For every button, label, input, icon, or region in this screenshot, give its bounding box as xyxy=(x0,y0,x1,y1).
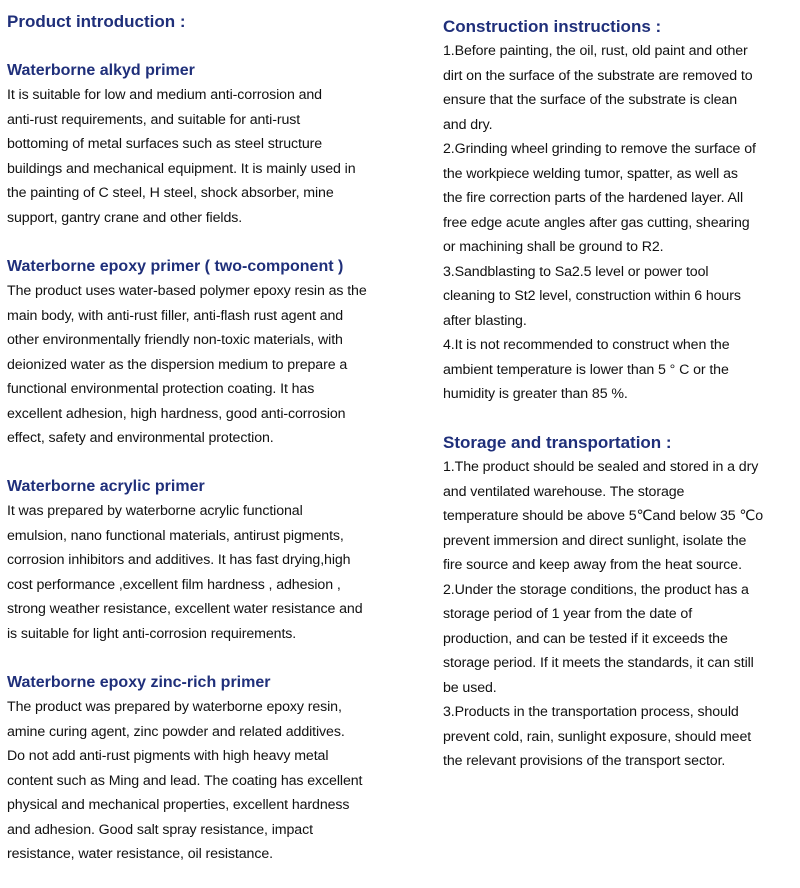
section-title: Waterborne epoxy zinc-rich primer xyxy=(7,674,271,691)
section-text: The product was prepared by waterborne epoxy resin, amine curing agent, zinc powder and related additives. Do not add anti-rust pigments with high heavy metal content such as Ming and lead. The coating has excellent physical and mechanical properties, excellent hardness and adhesion. Good salt spray resistance, impact resistance, water resistance, oil resistance. xyxy=(7,699,363,862)
storage-text: 1.The product should be sealed and stored in a dry and ventilated warehouse. The storage temperature should be above 5℃and below 35 ℃o prevent immersion and direct sunlight, isolate the fire source and keep away from the heat source. 2.Under the storage conditions, the product has a storage period of 1 year from the date of production, and can be tested if it exceeds the storage period. If it meets the standards, it can still be used. 3.Products in the transportation process, should prevent cold, rain, sunlight exposure, should meet the relevant provisions of the transport sector. xyxy=(443,459,763,769)
construction-instructions xyxy=(443,15,795,407)
section-text: The product uses water-based polymer epoxy resin as the main body, with anti-rust filler, anti-flash rust agent and other environmentally friendly non-toxic materials, with deionized water as the dispersion medium to prepare a functional environmental protection coating. It has excellent adhesion, high hardness, good anti-corrosion effect, safety and environmental protection. xyxy=(7,283,367,446)
section-text: It was prepared by waterborne acrylic functional emulsion, nano functional materials, antirust pigments, corrosion inhibitors and additives. It has fast drying,high cost performance ,excellent film hardness , adhesion , strong weather resistance, excellent water resistance and is suitable for light anti-corrosion requirements. xyxy=(7,503,363,642)
product-introduction-title: Product introduction : xyxy=(7,12,186,31)
construction-instructions-title: Construction instructions : xyxy=(443,17,662,36)
construction-instructions-text: 1.Before painting, the oil, rust, old paint and other dirt on the surface of the substrate are removed to ensure that the surface of the substrate is clean and dry. 2.Grinding wheel grinding to remove the surface of the workpiece welding tumor, spatter, as well as the fire correction parts of the hardened layer. All free edge acute angles after gas cutting, shearing or machining shall be ground to R2. 3.Sandblasting to Sa2.5 level or power tool cleaning to St2 level, construction within 6 hours after blasting. 4.It is not recommended to construct when the ambient temperature is lower than 5 ° C or the humidity is greater than 85 %. xyxy=(443,43,756,402)
section-zinc-rich-primer xyxy=(7,671,407,867)
section-epoxy-primer xyxy=(7,255,407,451)
section-acrylic-primer xyxy=(7,475,407,646)
section-alkyd-primer xyxy=(7,59,407,230)
storage-and-transportation xyxy=(443,431,795,774)
section-title: Waterborne epoxy primer ( two-component ) xyxy=(7,258,344,275)
storage-title: Storage and transportation : xyxy=(443,433,672,452)
section-title: Waterborne alkyd primer xyxy=(7,62,195,79)
section-text: It is suitable for low and medium anti-corrosion and anti-rust requirements, and suitable for anti-rust bottoming of metal surfaces such as steel structure buildings and mechanical equipment. It is mainly used in the painting of C steel, H steel, shock absorber, mine support, gantry crane and other fields. xyxy=(7,87,356,226)
section-title: Waterborne acrylic primer xyxy=(7,478,205,495)
product-introduction-header xyxy=(7,10,407,34)
